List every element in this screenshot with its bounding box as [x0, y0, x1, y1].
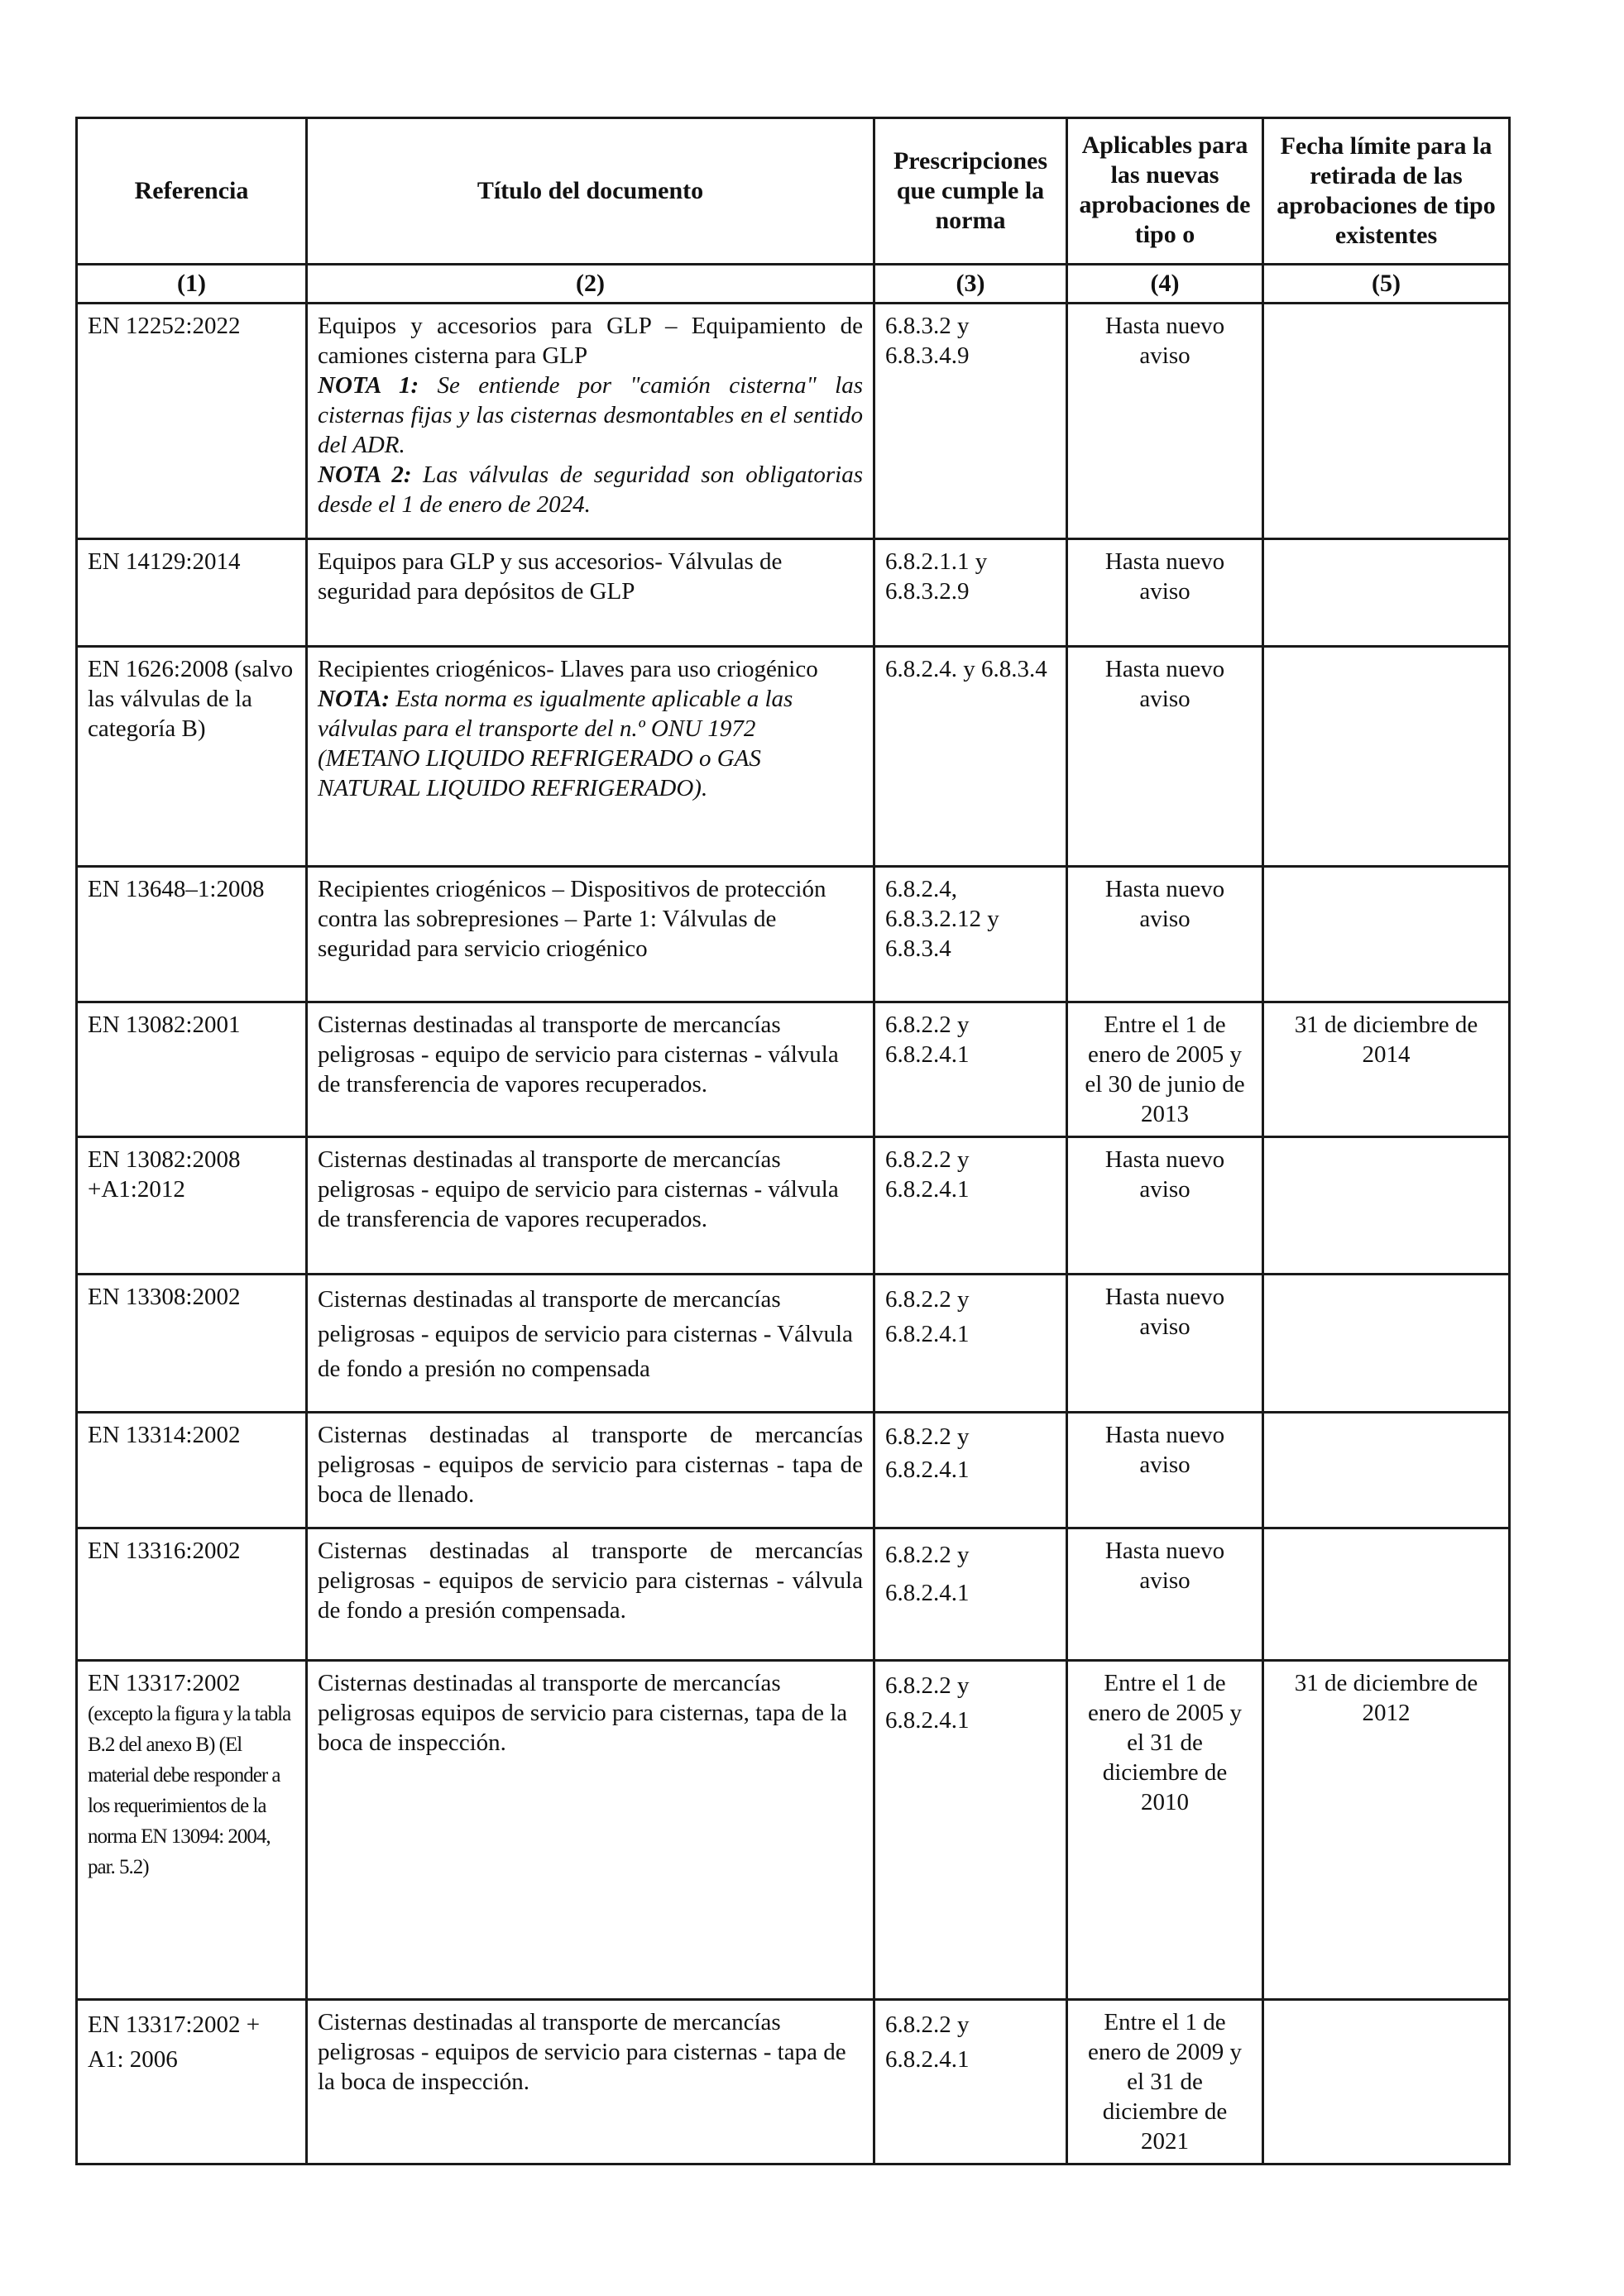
cell-title: Recipientes criogénicos – Dispositivos de protección contra las sobrepresiones – Parte 1: Válvulas de seguridad para servicio criogénico — [307, 867, 874, 1002]
standards-table — [75, 117, 1511, 2165]
cell-title — [307, 647, 874, 867]
cell-reference: EN 14129:2014 — [77, 539, 307, 647]
cell-applicable: Hasta nuevo aviso — [1067, 539, 1263, 647]
table-row — [77, 1002, 1510, 1137]
cell-prescriptions: 6.8.2.2 y 6.8.2.4.1 — [874, 1137, 1067, 1275]
table-row — [77, 867, 1510, 1002]
cell-applicable: Entre el 1 de enero de 2005 y el 31 de diciembre de 2010 — [1067, 1661, 1263, 2000]
cell-title: Cisternas destinadas al transporte de mercancías peligrosas equipos de servicio para cisternas, tapa de la boca de inspección. — [307, 1661, 874, 2000]
table-row — [77, 647, 1510, 867]
cell-reference: EN 13082:2001 — [77, 1002, 307, 1137]
table-row — [77, 1661, 1510, 2000]
cell-prescriptions: 6.8.2.2 y 6.8.2.4.1 — [874, 1413, 1067, 1528]
header-document-title: Título del documento — [307, 118, 874, 265]
note-label: NOTA: — [318, 686, 390, 712]
column-number: (2) — [307, 265, 874, 304]
cell-title — [307, 304, 874, 539]
cell-withdrawal — [1263, 1528, 1510, 1661]
cell-prescriptions: 6.8.2.2 y 6.8.2.4.1 — [874, 1661, 1067, 2000]
header-row — [77, 118, 1510, 265]
column-number: (4) — [1067, 265, 1263, 304]
cell-title: Cisternas destinadas al transporte de mercancías peligrosas - equipos de servicio para cisternas - válvula de fondo a presión compensada. — [307, 1528, 874, 1661]
cell-prescriptions: 6.8.2.2 y 6.8.2.4.1 — [874, 1002, 1067, 1137]
cell-prescriptions: 6.8.2.2 y 6.8.2.4.1 — [874, 2000, 1067, 2164]
note-text: Esta norma es igualmente aplicable a las válvulas para el transporte del n.º ONU 1972 (METANO LIQUIDO REFRIGERADO o GAS NATURAL LIQUIDO REFRIGERADO). — [318, 686, 793, 801]
cell-reference: EN 13082:2008 +A1:2012 — [77, 1137, 307, 1275]
title-text: Recipientes criogénicos- Llaves para uso criogénico — [318, 656, 818, 682]
cell-prescriptions: 6.8.2.2 y 6.8.2.4.1 — [874, 1528, 1067, 1661]
header-reference: Referencia — [77, 118, 307, 265]
table-row — [77, 1275, 1510, 1413]
cell-withdrawal — [1263, 1413, 1510, 1528]
cell-prescriptions: 6.8.2.4, 6.8.3.2.12 y 6.8.3.4 — [874, 867, 1067, 1002]
cell-title: Cisternas destinadas al transporte de mercancías peligrosas - equipos de servicio para cisternas - Válvula de fondo a presión no compensada — [307, 1275, 874, 1413]
cell-reference: EN 13317:2002 + A1: 2006 — [77, 2000, 307, 2164]
header-applicable — [1067, 118, 1263, 265]
cell-applicable: Hasta nuevo aviso — [1067, 304, 1263, 539]
cell-prescriptions: 6.8.2.4. y 6.8.3.4 — [874, 647, 1067, 867]
cell-applicable: Hasta nuevo aviso — [1067, 1275, 1263, 1413]
header-prescriptions: Prescripciones que cumple la norma — [874, 118, 1067, 265]
table-row — [77, 1137, 1510, 1275]
cell-title: Equipos para GLP y sus accesorios- Válvulas de seguridad para depósitos de GLP — [307, 539, 874, 647]
cell-reference: EN 13648–1:2008 — [77, 867, 307, 1002]
cell-prescriptions: 6.8.3.2 y 6.8.3.4.9 — [874, 304, 1067, 539]
cell-applicable: Hasta nuevo aviso — [1067, 647, 1263, 867]
cell-reference: EN 1626:2008 (salvo las válvulas de la categoría B) — [77, 647, 307, 867]
cell-applicable: Hasta nuevo aviso — [1067, 867, 1263, 1002]
reference-note: (excepto la figura y la tabla B.2 del anexo B) (El material debe responder a los requerimientos de la norma EN 13094: 2004, par. 5.2) — [88, 1703, 291, 1878]
cell-withdrawal: 31 de diciembre de 2014 — [1263, 1002, 1510, 1137]
cell-withdrawal: 31 de diciembre de 2012 — [1263, 1661, 1510, 2000]
title-text: Equipos y accesorios para GLP – Equipamiento de camiones cisterna para GLP — [318, 313, 863, 369]
header-applicable-text: Aplicables para las nuevas aprobaciones de tipo o — [1079, 132, 1251, 248]
note-label: NOTA 1: — [318, 372, 419, 399]
note-text: Las válvulas de seguridad son obligatorias desde el 1 de enero de 2024. — [318, 462, 864, 518]
column-number: (1) — [77, 265, 307, 304]
column-number-row — [77, 265, 1510, 304]
cell-withdrawal — [1263, 1275, 1510, 1413]
table-row — [77, 1413, 1510, 1528]
reference-text: EN 13317:2002 — [88, 1670, 241, 1696]
cell-reference — [77, 1661, 307, 2000]
note-label: NOTA 2: — [318, 462, 412, 488]
cell-title: Cisternas destinadas al transporte de mercancías peligrosas - equipos de servicio para cisternas - tapa de la boca de inspección. — [307, 2000, 874, 2164]
cell-applicable: Hasta nuevo aviso — [1067, 1528, 1263, 1661]
cell-title: Cisternas destinadas al transporte de mercancías peligrosas - equipo de servicio para cisternas - válvula de transferencia de vapores recuperados. — [307, 1002, 874, 1137]
cell-applicable: Entre el 1 de enero de 2005 y el 30 de junio de 2013 — [1067, 1002, 1263, 1137]
cell-reference: EN 13316:2002 — [77, 1528, 307, 1661]
cell-title: Cisternas destinadas al transporte de mercancías peligrosas - equipos de servicio para cisternas - tapa de boca de llenado. — [307, 1413, 874, 1528]
cell-withdrawal — [1263, 1137, 1510, 1275]
cell-reference: EN 13308:2002 — [77, 1275, 307, 1413]
cell-prescriptions: 6.8.2.2 y 6.8.2.4.1 — [874, 1275, 1067, 1413]
header-withdrawal-date: Fecha límite para la retirada de las aprobaciones de tipo existentes — [1263, 118, 1510, 265]
cell-withdrawal — [1263, 304, 1510, 539]
cell-reference: EN 13314:2002 — [77, 1413, 307, 1528]
table-row — [77, 1528, 1510, 1661]
cell-reference: EN 12252:2022 — [77, 304, 307, 539]
column-number: (5) — [1263, 265, 1510, 304]
cell-withdrawal — [1263, 647, 1510, 867]
cell-withdrawal — [1263, 2000, 1510, 2164]
cell-withdrawal — [1263, 867, 1510, 1002]
cell-applicable: Hasta nuevo aviso — [1067, 1137, 1263, 1275]
table-row — [77, 304, 1510, 539]
cell-applicable: Entre el 1 de enero de 2009 y el 31 de diciembre de 2021 — [1067, 2000, 1263, 2164]
table-row — [77, 2000, 1510, 2164]
cell-withdrawal — [1263, 539, 1510, 647]
cell-applicable: Hasta nuevo aviso — [1067, 1413, 1263, 1528]
cell-title: Cisternas destinadas al transporte de mercancías peligrosas - equipo de servicio para cisternas - válvula de transferencia de vapores recuperados. — [307, 1137, 874, 1275]
column-number: (3) — [874, 265, 1067, 304]
cell-prescriptions: 6.8.2.1.1 y 6.8.3.2.9 — [874, 539, 1067, 647]
table-row — [77, 539, 1510, 647]
note-text: Se entiende por "camión cisterna" las cisternas fijas y las cisternas desmontables en el sentido del ADR. — [318, 372, 864, 458]
